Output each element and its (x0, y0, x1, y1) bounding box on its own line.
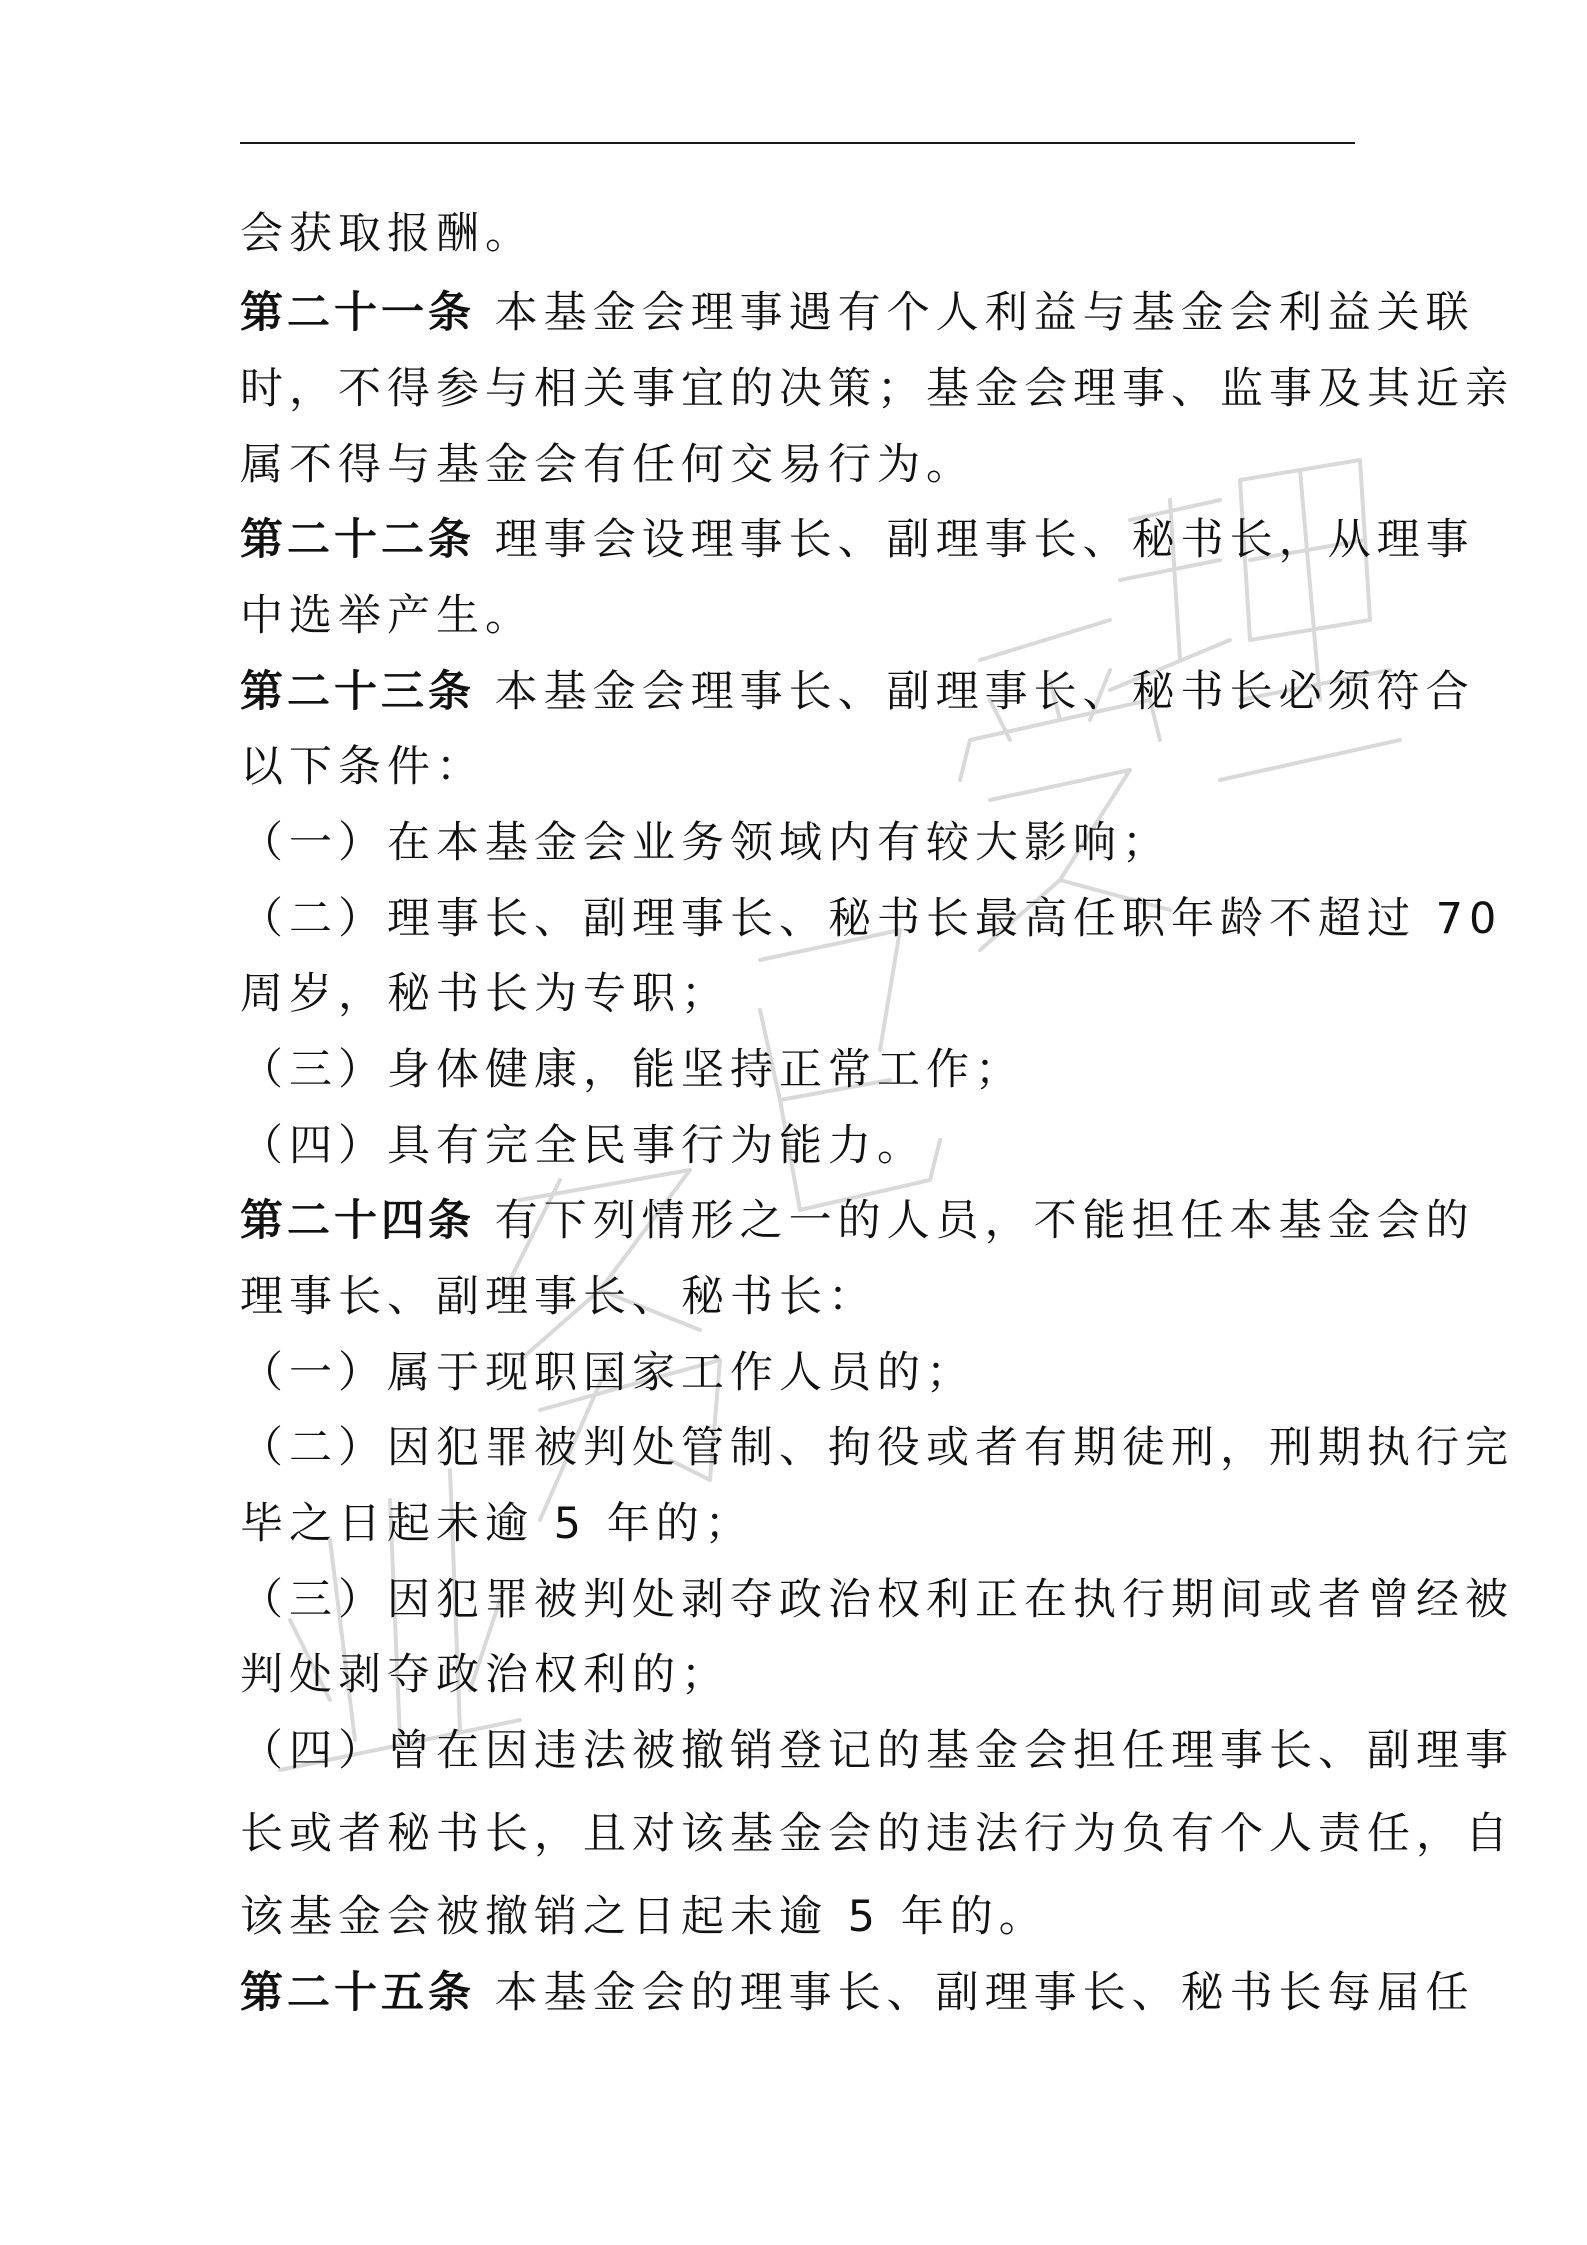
doc-line: （一）属于现职国家工作人员的； (240, 1348, 975, 1398)
doc-line: 第二十五条 本基金会的理事长、副理事长、秘书长每届任 (240, 1968, 1475, 2018)
doc-line: 时，不得参与相关事宜的决策；基金会理事、监事及其近亲 (240, 364, 1514, 414)
doc-line: （三）因犯罪被判处剥夺政治权利正在执行期间或者曾经被 (240, 1575, 1514, 1625)
article-number: 第二十二条 (240, 515, 475, 565)
doc-line: （四）具有完全民事行为能力。 (240, 1121, 926, 1171)
doc-line: 会获取报酬。 (240, 209, 534, 259)
doc-line: 属不得与基金会有任何交易行为。 (240, 440, 975, 490)
header-rule (240, 142, 1355, 144)
doc-line: 毕之日起未逾 5 年的； (240, 1499, 754, 1549)
doc-line: 第二十三条 本基金会理事长、副理事长、秘书长必须符合 (240, 667, 1475, 717)
article-number: 第二十五条 (240, 1968, 475, 2018)
doc-line: 该基金会被撤销之日起未逾 5 年的。 (240, 1892, 1048, 1942)
doc-line: 判处剥夺政治权利的； (240, 1650, 730, 1700)
doc-line: （二）理事长、副理事长、秘书长最高任职年龄不超过 70 (240, 894, 1503, 944)
doc-line: 第二十四条 有下列情形之一的人员，不能担任本基金会的 (240, 1196, 1475, 1246)
doc-line: 以下条件： (240, 742, 485, 792)
article-number: 第二十四条 (240, 1196, 475, 1246)
doc-line: （四）曾在因违法被撤销登记的基金会担任理事长、副理事 (240, 1726, 1514, 1776)
doc-line: 第二十一条 本基金会理事遇有个人利益与基金会利益关联 (240, 288, 1475, 338)
doc-line: 第二十二条 理事会设理事长、副理事长、秘书长，从理事 (240, 515, 1475, 565)
doc-line: （三）身体健康，能坚持正常工作； (240, 1045, 1024, 1095)
doc-line: 理事长、副理事长、秘书长： (240, 1272, 877, 1322)
doc-line: （一）在本基金会业务领域内有较大影响； (240, 818, 1171, 868)
doc-line: 中选举产生。 (240, 591, 534, 641)
article-number: 第二十一条 (240, 288, 475, 338)
doc-line: 周岁，秘书长为专职； (240, 969, 730, 1019)
doc-line: （二）因犯罪被判处管制、拘役或者有期徒刑，刑期执行完 (240, 1423, 1514, 1473)
doc-line: 长或者秘书长，且对该基金会的违法行为负有个人责任，自 (240, 1809, 1514, 1859)
article-number: 第二十三条 (240, 667, 475, 717)
